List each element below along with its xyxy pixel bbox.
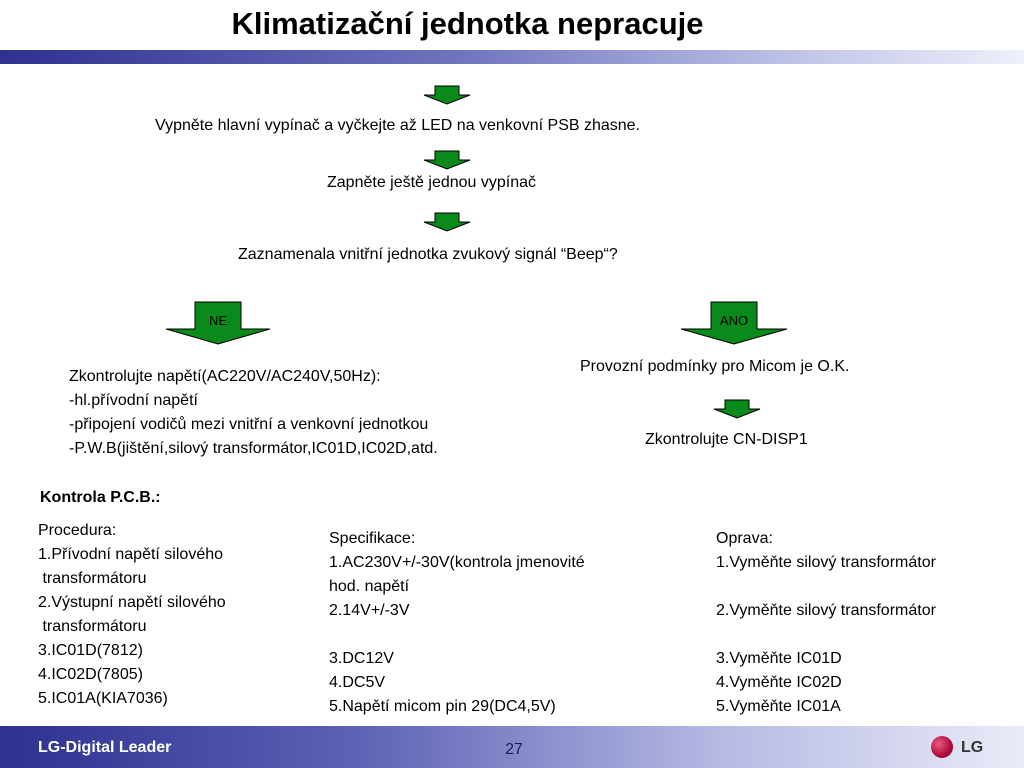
arrow-down-icon [713,399,761,419]
page-title: Klimatizační jednotka nepracuje [231,6,704,41]
footer-brand: LG-Digital Leader [38,739,172,756]
step-1-text: Vypněte hlavní vypínač a vyčkejte až LED na venkovní PSB zhasne. [155,117,641,134]
branch-no-text [69,365,438,461]
procedure-column [38,519,226,711]
branch-no-line: -připojení vodičů mezi vnitřní a venkovní jednotkou [69,416,429,433]
step-2-text: Zapněte ještě jednou vypínač [327,174,537,191]
procedure-line: Procedura: [38,522,117,539]
branch-no-line: -P.W.B(jištění,silový transformátor,IC01D,IC02D,atd. [69,440,438,457]
repair-line: 4.Vyměňte IC02D [716,674,842,691]
arrow-down-icon [423,85,471,105]
page-number: 27 [505,741,523,758]
branch-yes-text: Provozní podmínky pro Micom je O.K. [580,358,850,375]
specification-column [329,527,585,719]
repair-column [716,527,936,719]
procedure-line: 3.IC01D(7812) [38,642,143,659]
repair-line: Oprava: [716,530,773,547]
branch-no-label: NE [208,313,228,328]
procedure-line: transformátoru [38,570,147,587]
specification-line: hod. napětí [329,578,410,595]
branch-yes-label: ANO [719,313,749,328]
procedure-line: 5.IC01A(KIA7036) [38,690,168,707]
repair-line [716,575,936,599]
repair-line: 5.Vyměňte IC01A [716,698,841,715]
branch-yes-check: Zkontrolujte CN-DISP1 [645,431,808,448]
arrow-down-icon [423,212,471,232]
repair-line [716,623,936,647]
pcb-heading: Kontrola P.C.B.: [40,489,161,506]
specification-line: Specifikace: [329,530,416,547]
title-bar [0,50,1024,64]
specification-line: 3.DC12V [329,650,394,667]
procedure-line: transformátoru [38,618,147,635]
specification-line: 5.Napětí micom pin 29(DC4,5V) [329,698,556,715]
repair-line: 1.Vyměňte silový transformátor [716,554,936,571]
specification-line: 4.DC5V [329,674,386,691]
repair-line: 3.Vyměňte IC01D [716,650,842,667]
arrow-down-icon [423,150,471,170]
specification-line: 2.14V+/-3V [329,602,410,619]
specification-line [329,623,585,647]
step-3-text: Zaznamenala vnitřní jednotka zvukový signál “Beep“? [238,246,618,263]
procedure-line: 2.Výstupní napětí silového [38,594,226,611]
procedure-line: 1.Přívodní napětí silového [38,546,224,563]
lg-logo-text: LG [961,739,984,756]
specification-line: 1.AC230V+/-30V(kontrola jmenovité [329,554,585,571]
branch-no-line: Zkontrolujte napětí(AC220V/AC240V,50Hz): [69,368,381,385]
lg-logo-icon [931,736,953,758]
repair-line: 2.Vyměňte silový transformátor [716,602,936,619]
branch-no-line: -hl.přívodní napětí [69,392,198,409]
procedure-line: 4.IC02D(7805) [38,666,143,683]
